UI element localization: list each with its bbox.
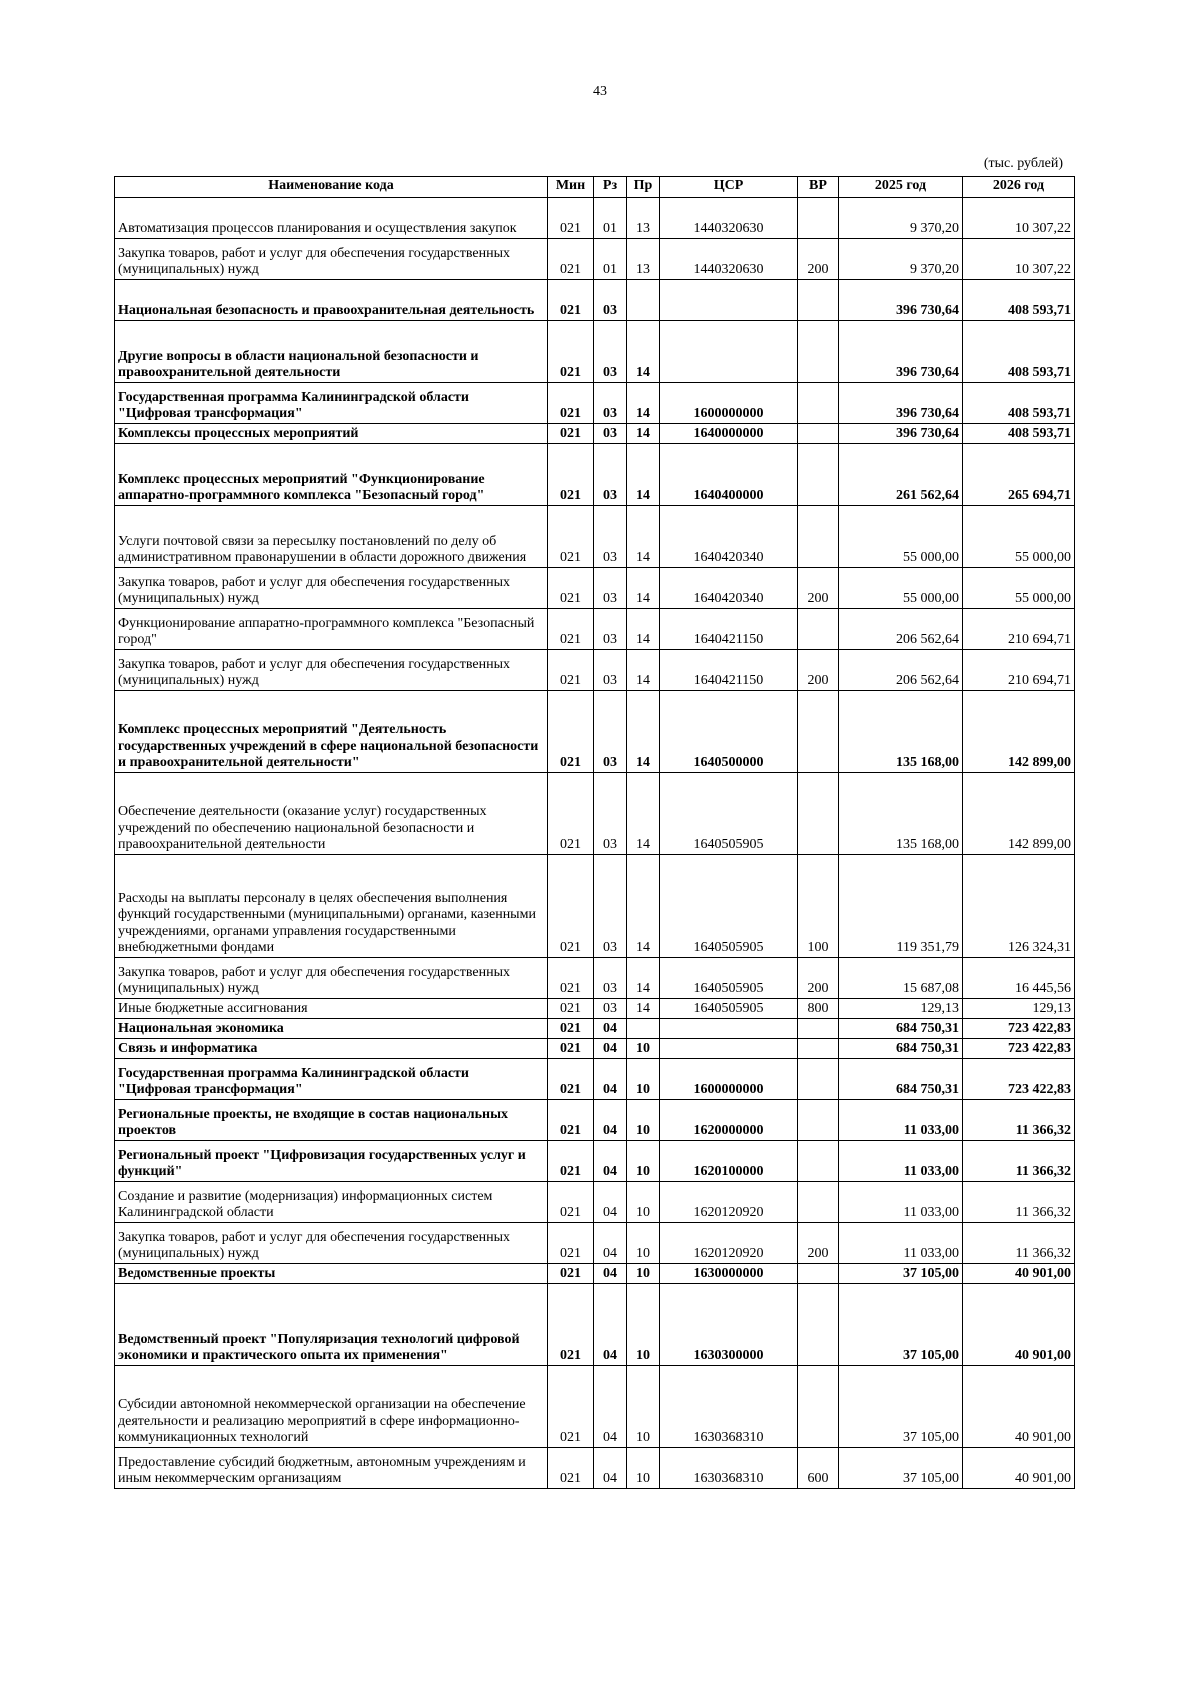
cell-vr: 200 (798, 568, 839, 609)
cell-csr: 1640505905 (660, 958, 798, 999)
cell-csr (660, 280, 798, 321)
cell-pr (627, 1019, 660, 1039)
cell-name: Другие вопросы в области национальной безопасности и правоохранительной деятельности (115, 321, 548, 383)
table-row (115, 1039, 1075, 1059)
cell-rz: 03 (594, 568, 627, 609)
cell-pr: 10 (627, 1284, 660, 1366)
cell-name: Создание и развитие (модернизация) информационных систем Калининградской области (115, 1182, 548, 1223)
cell-vr (798, 1264, 839, 1284)
cell-rz: 04 (594, 1448, 627, 1489)
cell-y2025: 129,13 (839, 999, 963, 1019)
cell-y2026: 210 694,71 (963, 609, 1075, 650)
cell-name: Национальная экономика (115, 1019, 548, 1039)
cell-min: 021 (548, 1284, 594, 1366)
cell-csr: 1640505905 (660, 773, 798, 855)
cell-y2025: 206 562,64 (839, 650, 963, 691)
cell-y2025: 15 687,08 (839, 958, 963, 999)
cell-y2026: 16 445,56 (963, 958, 1075, 999)
cell-csr: 1600000000 (660, 383, 798, 424)
cell-vr: 800 (798, 999, 839, 1019)
cell-y2026: 55 000,00 (963, 568, 1075, 609)
cell-name: Государственная программа Калининградской области "Цифровая трансформация" (115, 1059, 548, 1100)
table-row (115, 506, 1075, 568)
cell-y2026: 723 422,83 (963, 1019, 1075, 1039)
cell-y2026: 265 694,71 (963, 444, 1075, 506)
header-2025: 2025 год (839, 177, 963, 198)
header-rz: Рз (594, 177, 627, 198)
cell-min: 021 (548, 239, 594, 280)
cell-pr: 14 (627, 383, 660, 424)
cell-vr (798, 1182, 839, 1223)
cell-csr: 1440320630 (660, 239, 798, 280)
table-row (115, 424, 1075, 444)
table-row (115, 1448, 1075, 1489)
cell-rz: 03 (594, 280, 627, 321)
table-row (115, 1284, 1075, 1366)
header-name: Наименование кода (115, 177, 548, 198)
cell-y2025: 11 033,00 (839, 1182, 963, 1223)
header-pr: Пр (627, 177, 660, 198)
header-min: Мин (548, 177, 594, 198)
cell-min: 021 (548, 506, 594, 568)
cell-y2025: 11 033,00 (839, 1223, 963, 1264)
cell-min: 021 (548, 280, 594, 321)
cell-vr: 200 (798, 650, 839, 691)
cell-pr: 10 (627, 1059, 660, 1100)
cell-pr: 14 (627, 650, 660, 691)
header-csr: ЦСР (660, 177, 798, 198)
cell-min: 021 (548, 1059, 594, 1100)
cell-name: Функционирование аппаратно-программного комплекса "Безопасный город" (115, 609, 548, 650)
table-row (115, 198, 1075, 239)
cell-csr: 1600000000 (660, 1059, 798, 1100)
cell-y2025: 261 562,64 (839, 444, 963, 506)
units-label: (тыс. рублей) (983, 156, 1063, 171)
cell-rz: 03 (594, 855, 627, 958)
table-row (115, 773, 1075, 855)
table-row (115, 855, 1075, 958)
cell-y2025: 37 105,00 (839, 1366, 963, 1448)
cell-csr: 1640505905 (660, 999, 798, 1019)
cell-vr: 600 (798, 1448, 839, 1489)
cell-rz: 03 (594, 424, 627, 444)
cell-csr: 1620120920 (660, 1223, 798, 1264)
header-2026: 2026 год (963, 177, 1075, 198)
table-row (115, 958, 1075, 999)
cell-name: Региональный проект "Цифровизация государственных услуг и функций" (115, 1141, 548, 1182)
cell-y2026: 10 307,22 (963, 239, 1075, 280)
cell-csr: 1640421150 (660, 609, 798, 650)
cell-name: Закупка товаров, работ и услуг для обеспечения государственных (муниципальных) нужд (115, 650, 548, 691)
cell-y2026: 10 307,22 (963, 198, 1075, 239)
cell-csr: 1640000000 (660, 424, 798, 444)
cell-rz: 03 (594, 609, 627, 650)
table-row (115, 280, 1075, 321)
cell-rz: 04 (594, 1223, 627, 1264)
cell-pr: 14 (627, 773, 660, 855)
table-row (115, 383, 1075, 424)
cell-rz: 01 (594, 198, 627, 239)
cell-pr: 13 (627, 239, 660, 280)
cell-vr: 200 (798, 1223, 839, 1264)
cell-csr (660, 1039, 798, 1059)
cell-name: Автоматизация процессов планирования и осуществления закупок (115, 198, 548, 239)
cell-min: 021 (548, 1223, 594, 1264)
table-row (115, 444, 1075, 506)
cell-name: Национальная безопасность и правоохранительная деятельность (115, 280, 548, 321)
cell-y2026: 142 899,00 (963, 691, 1075, 773)
cell-vr (798, 1366, 839, 1448)
cell-csr (660, 1019, 798, 1039)
cell-csr: 1640420340 (660, 506, 798, 568)
cell-pr: 10 (627, 1223, 660, 1264)
cell-name: Связь и информатика (115, 1039, 548, 1059)
cell-vr (798, 280, 839, 321)
cell-rz: 01 (594, 239, 627, 280)
table-row (115, 1264, 1075, 1284)
header-vr: ВР (798, 177, 839, 198)
cell-name: Комплекс процессных мероприятий "Функционирование аппаратно-программного комплекса "Безопасный город" (115, 444, 548, 506)
cell-vr (798, 1019, 839, 1039)
cell-y2025: 135 168,00 (839, 773, 963, 855)
cell-y2026: 408 593,71 (963, 383, 1075, 424)
cell-vr (798, 1039, 839, 1059)
cell-name: Субсидии автономной некоммерческой организации на обеспечение деятельности и реализацию мероприятий в сфере информационно-коммуникационных технологий (115, 1366, 548, 1448)
cell-pr: 10 (627, 1264, 660, 1284)
cell-y2026: 723 422,83 (963, 1059, 1075, 1100)
cell-y2025: 396 730,64 (839, 383, 963, 424)
cell-csr: 1630368310 (660, 1366, 798, 1448)
table-row (115, 650, 1075, 691)
cell-y2025: 135 168,00 (839, 691, 963, 773)
cell-y2025: 396 730,64 (839, 424, 963, 444)
page-number: 43 (593, 84, 607, 99)
cell-name: Закупка товаров, работ и услуг для обеспечения государственных (муниципальных) нужд (115, 568, 548, 609)
cell-rz: 03 (594, 383, 627, 424)
cell-csr: 1620120920 (660, 1182, 798, 1223)
cell-rz: 04 (594, 1039, 627, 1059)
cell-vr (798, 1284, 839, 1366)
cell-y2025: 119 351,79 (839, 855, 963, 958)
cell-y2026: 723 422,83 (963, 1039, 1075, 1059)
table-row (115, 609, 1075, 650)
cell-rz: 03 (594, 506, 627, 568)
cell-y2025: 684 750,31 (839, 1059, 963, 1100)
cell-rz: 03 (594, 691, 627, 773)
cell-min: 021 (548, 650, 594, 691)
cell-rz: 04 (594, 1100, 627, 1141)
cell-min: 021 (548, 424, 594, 444)
cell-y2026: 11 366,32 (963, 1182, 1075, 1223)
cell-y2025: 684 750,31 (839, 1039, 963, 1059)
cell-y2026: 408 593,71 (963, 424, 1075, 444)
cell-vr (798, 1100, 839, 1141)
cell-name: Комплекс процессных мероприятий "Деятельность государственных учреждений в сфере национальной безопасности и правоохранительной деятельности" (115, 691, 548, 773)
cell-rz: 04 (594, 1059, 627, 1100)
cell-pr: 14 (627, 855, 660, 958)
cell-min: 021 (548, 1100, 594, 1141)
table-row (115, 1100, 1075, 1141)
cell-vr (798, 321, 839, 383)
table-row (115, 1223, 1075, 1264)
cell-name: Обеспечение деятельности (оказание услуг) государственных учреждений по обеспечению национальной безопасности и правоохранительной деятельности (115, 773, 548, 855)
table-row (115, 691, 1075, 773)
cell-vr (798, 424, 839, 444)
cell-name: Государственная программа Калининградской области "Цифровая трансформация" (115, 383, 548, 424)
cell-pr: 14 (627, 609, 660, 650)
cell-csr (660, 321, 798, 383)
cell-min: 021 (548, 1019, 594, 1039)
cell-pr: 10 (627, 1366, 660, 1448)
cell-min: 021 (548, 1182, 594, 1223)
cell-y2025: 684 750,31 (839, 1019, 963, 1039)
cell-rz: 03 (594, 773, 627, 855)
cell-vr (798, 1141, 839, 1182)
cell-name: Предоставление субсидий бюджетным, автономным учреждениям и иным некоммерческим организациям (115, 1448, 548, 1489)
cell-vr: 200 (798, 958, 839, 999)
cell-csr: 1630000000 (660, 1264, 798, 1284)
cell-min: 021 (548, 999, 594, 1019)
cell-pr: 14 (627, 444, 660, 506)
cell-name: Иные бюджетные ассигнования (115, 999, 548, 1019)
cell-rz: 04 (594, 1264, 627, 1284)
cell-name: Расходы на выплаты персоналу в целях обеспечения выполнения функций государственными (муниципальными) органами, казенными учреждениями, органами управления государственными внебюджетными фондами (115, 855, 548, 958)
cell-min: 021 (548, 568, 594, 609)
cell-csr: 1640421150 (660, 650, 798, 691)
cell-y2025: 9 370,20 (839, 239, 963, 280)
cell-y2025: 55 000,00 (839, 506, 963, 568)
cell-name: Региональные проекты, не входящие в состав национальных проектов (115, 1100, 548, 1141)
cell-min: 021 (548, 383, 594, 424)
cell-y2025: 11 033,00 (839, 1141, 963, 1182)
cell-vr (798, 383, 839, 424)
cell-y2026: 55 000,00 (963, 506, 1075, 568)
cell-vr (798, 691, 839, 773)
cell-csr: 1620000000 (660, 1100, 798, 1141)
cell-rz: 03 (594, 444, 627, 506)
table-row (115, 239, 1075, 280)
table-row (115, 1019, 1075, 1039)
cell-y2026: 40 901,00 (963, 1448, 1075, 1489)
table-row (115, 321, 1075, 383)
cell-min: 021 (548, 198, 594, 239)
cell-min: 021 (548, 444, 594, 506)
cell-y2026: 11 366,32 (963, 1141, 1075, 1182)
cell-min: 021 (548, 321, 594, 383)
cell-csr: 1640400000 (660, 444, 798, 506)
cell-y2026: 11 366,32 (963, 1100, 1075, 1141)
cell-min: 021 (548, 958, 594, 999)
cell-pr: 10 (627, 1141, 660, 1182)
cell-min: 021 (548, 1264, 594, 1284)
cell-rz: 03 (594, 958, 627, 999)
cell-pr: 14 (627, 568, 660, 609)
table-row (115, 568, 1075, 609)
cell-y2026: 408 593,71 (963, 280, 1075, 321)
cell-pr: 14 (627, 506, 660, 568)
cell-vr (798, 198, 839, 239)
cell-y2025: 37 105,00 (839, 1448, 963, 1489)
cell-y2026: 129,13 (963, 999, 1075, 1019)
cell-y2025: 55 000,00 (839, 568, 963, 609)
cell-y2025: 396 730,64 (839, 280, 963, 321)
cell-y2026: 408 593,71 (963, 321, 1075, 383)
cell-rz: 04 (594, 1284, 627, 1366)
cell-csr: 1620100000 (660, 1141, 798, 1182)
cell-rz: 04 (594, 1366, 627, 1448)
table-row (115, 1059, 1075, 1100)
cell-vr: 200 (798, 239, 839, 280)
cell-name: Ведомственный проект "Популяризация технологий цифровой экономики и практического опыта их применения" (115, 1284, 548, 1366)
cell-pr: 14 (627, 999, 660, 1019)
cell-csr: 1640500000 (660, 691, 798, 773)
cell-y2025: 37 105,00 (839, 1284, 963, 1366)
cell-y2025: 11 033,00 (839, 1100, 963, 1141)
cell-y2026: 142 899,00 (963, 773, 1075, 855)
table-row (115, 1182, 1075, 1223)
cell-min: 021 (548, 773, 594, 855)
cell-rz: 03 (594, 321, 627, 383)
cell-pr: 14 (627, 958, 660, 999)
cell-vr: 100 (798, 855, 839, 958)
cell-vr (798, 609, 839, 650)
cell-y2025: 206 562,64 (839, 609, 963, 650)
cell-name: Ведомственные проекты (115, 1264, 548, 1284)
cell-pr: 10 (627, 1100, 660, 1141)
budget-table (114, 176, 1075, 1489)
cell-pr: 14 (627, 691, 660, 773)
cell-csr: 1640505905 (660, 855, 798, 958)
cell-vr (798, 444, 839, 506)
table-row (115, 999, 1075, 1019)
cell-min: 021 (548, 1039, 594, 1059)
cell-csr: 1630368310 (660, 1448, 798, 1489)
cell-y2025: 9 370,20 (839, 198, 963, 239)
cell-csr: 1630300000 (660, 1284, 798, 1366)
cell-y2026: 40 901,00 (963, 1284, 1075, 1366)
cell-rz: 04 (594, 1182, 627, 1223)
cell-rz: 03 (594, 650, 627, 691)
cell-pr: 10 (627, 1182, 660, 1223)
cell-pr: 13 (627, 198, 660, 239)
cell-y2025: 37 105,00 (839, 1264, 963, 1284)
cell-pr: 10 (627, 1448, 660, 1489)
table-body (115, 198, 1075, 1489)
cell-min: 021 (548, 855, 594, 958)
cell-pr: 14 (627, 424, 660, 444)
cell-rz: 04 (594, 1141, 627, 1182)
cell-rz: 03 (594, 999, 627, 1019)
cell-vr (798, 1059, 839, 1100)
cell-y2026: 40 901,00 (963, 1366, 1075, 1448)
cell-y2025: 396 730,64 (839, 321, 963, 383)
cell-name: Комплексы процессных мероприятий (115, 424, 548, 444)
cell-vr (798, 773, 839, 855)
cell-min: 021 (548, 1366, 594, 1448)
cell-pr (627, 280, 660, 321)
cell-name: Закупка товаров, работ и услуг для обеспечения государственных (муниципальных) нужд (115, 1223, 548, 1264)
cell-min: 021 (548, 609, 594, 650)
cell-pr: 14 (627, 321, 660, 383)
table-row (115, 1141, 1075, 1182)
cell-vr (798, 506, 839, 568)
cell-min: 021 (548, 691, 594, 773)
cell-name: Услуги почтовой связи за пересылку постановлений по делу об административном правонарушении в области дорожного движения (115, 506, 548, 568)
cell-y2026: 40 901,00 (963, 1264, 1075, 1284)
cell-min: 021 (548, 1448, 594, 1489)
cell-name: Закупка товаров, работ и услуг для обеспечения государственных (муниципальных) нужд (115, 958, 548, 999)
cell-name: Закупка товаров, работ и услуг для обеспечения государственных (муниципальных) нужд (115, 239, 548, 280)
table-row (115, 1366, 1075, 1448)
cell-y2026: 11 366,32 (963, 1223, 1075, 1264)
cell-csr: 1440320630 (660, 198, 798, 239)
cell-csr: 1640420340 (660, 568, 798, 609)
cell-min: 021 (548, 1141, 594, 1182)
cell-pr: 10 (627, 1039, 660, 1059)
cell-y2026: 210 694,71 (963, 650, 1075, 691)
header-row (115, 177, 1075, 198)
cell-y2026: 126 324,31 (963, 855, 1075, 958)
cell-rz: 04 (594, 1019, 627, 1039)
